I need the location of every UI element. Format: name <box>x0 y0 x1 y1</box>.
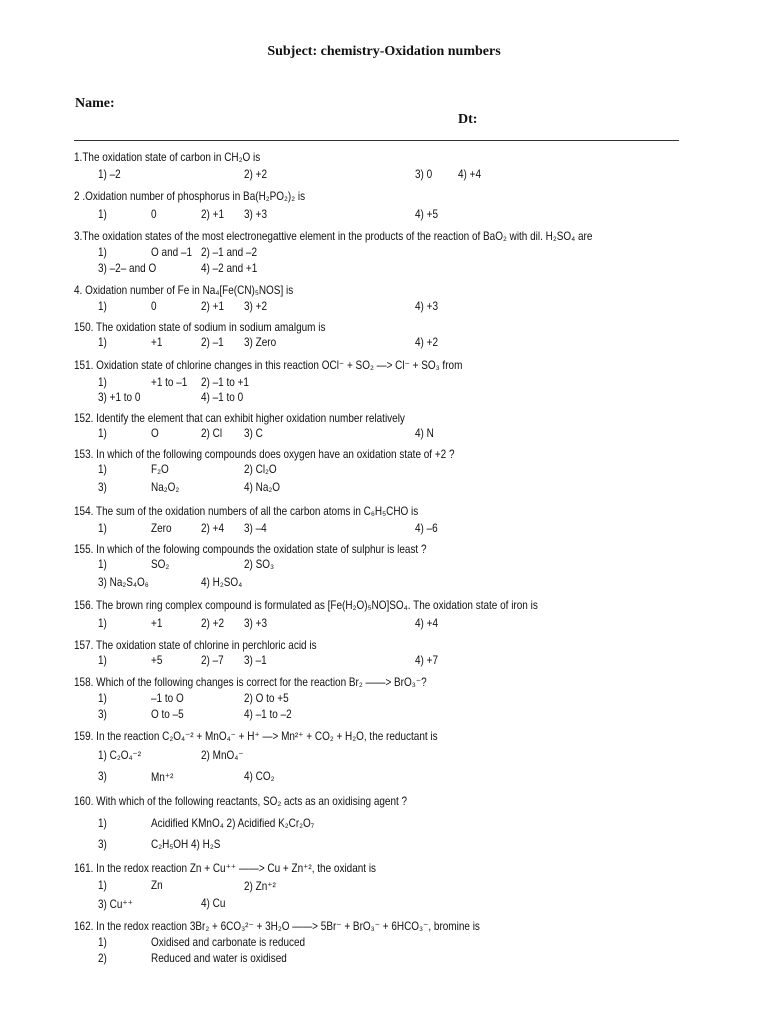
option: +1 to –1 <box>151 376 188 389</box>
question-stem: 4. Oxidation number of Fe in Na₄[Fe(CN)₅NOS] is <box>74 284 294 297</box>
option: 4) +2 <box>415 336 439 349</box>
option: O to –5 <box>151 708 184 721</box>
question-stem: 155. In which of the folowing compounds the oxidation state of sulphur is least ? <box>74 543 427 556</box>
option: 2) SO₃ <box>244 558 275 571</box>
option: 1) <box>98 463 107 476</box>
option: 4) +4 <box>415 617 439 630</box>
question-stem: 151. Oxidation state of chlorine changes in this reaction OCl⁻ + SO₂ —> Cl⁻ + SO₃ from <box>74 359 463 372</box>
option: O and –1 <box>151 246 193 259</box>
option: 3) Na₂S₄O₆ <box>98 576 149 589</box>
option: 2) –7 <box>201 654 224 667</box>
option: 4) –1 to 0 <box>201 391 244 404</box>
question-stem: 1.The oxidation state of carbon in CH₂O is <box>74 151 261 164</box>
option: Oxidised and carbonate is reduced <box>151 936 306 949</box>
option: 3) –2– and O <box>98 262 157 275</box>
option: 1) <box>98 879 107 892</box>
option: 2) +1 <box>201 208 225 221</box>
question-stem: 157. The oxidation state of chlorine in perchloric acid is <box>74 639 317 652</box>
option: 2) +2 <box>201 617 225 630</box>
option: 2) Cl <box>201 427 223 440</box>
option: Mn⁺² <box>151 771 174 784</box>
option: 3) 0 <box>415 168 433 181</box>
question-stem: 153. In which of the following compounds does oxygen have an oxidation state of +2 ? <box>74 448 455 461</box>
option: 1) <box>98 654 107 667</box>
option: 2) –1 <box>201 336 224 349</box>
option: 1) <box>98 936 107 949</box>
option: 4) Cu <box>201 897 226 910</box>
option: Na₂O₂ <box>151 481 180 494</box>
option: 4) H₂SO₄ <box>201 576 243 589</box>
option: Zn <box>151 879 163 892</box>
option: F₂O <box>151 463 169 476</box>
option: 3) <box>98 770 107 783</box>
question-stem: 161. In the redox reaction Zn + Cu⁺⁺ ——> Cu + Zn⁺², the oxidant is <box>74 862 377 875</box>
question-stem: 152. Identify the element that can exhibit higher oxidation number relatively <box>74 412 405 425</box>
option: +5 <box>151 654 163 667</box>
option: 2) –1 and –2 <box>201 246 257 259</box>
option: 4) –2 and +1 <box>201 262 258 275</box>
header-divider <box>74 140 679 141</box>
option: 1) <box>98 427 107 440</box>
option: 3) Cu⁺⁺ <box>98 898 133 911</box>
option: 1) –2 <box>98 168 121 181</box>
option: C₂H₅OH 4) H₂S <box>151 838 221 851</box>
option: 1) <box>98 617 107 630</box>
option: 4) +3 <box>415 300 439 313</box>
option: 3) +2 <box>244 300 268 313</box>
option: 2) O to +5 <box>244 692 289 705</box>
option: 3) +3 <box>244 208 268 221</box>
question-stem: 3.The oxidation states of the most electronegattive element in the products of the reaction of BaO₂ with dil. H₂SO₄ are <box>74 230 593 243</box>
option: +1 <box>151 336 163 349</box>
option: 3) –1 <box>244 654 267 667</box>
question-stem: 156. The brown ring complex compound is formulated as [Fe(H₂O)₅NO]SO₄. The oxidation state of iron is <box>74 599 538 612</box>
option: O <box>151 427 159 440</box>
question-stem: 162. In the redox reaction 3Br₂ + 6CO₃²⁻ + 3H₂O ——> 5Br⁻ + BrO₃⁻ + 6HCO₃⁻, bromine is <box>74 920 480 933</box>
option: 4) +7 <box>415 654 439 667</box>
option: 1) <box>98 300 107 313</box>
option: 3) <box>98 481 107 494</box>
option: 4) +5 <box>415 208 439 221</box>
option: 2) Zn⁺² <box>244 880 276 893</box>
option: Zero <box>151 522 172 535</box>
option: 3) C <box>244 427 263 440</box>
option: 2) +1 <box>201 300 225 313</box>
option: 1) <box>98 376 107 389</box>
option: 1) <box>98 208 107 221</box>
option: 2) MnO₄⁻ <box>201 749 244 762</box>
option: 4) N <box>415 427 434 440</box>
option: 0 <box>151 208 157 221</box>
option: 4) +4 <box>458 168 482 181</box>
question-stem: 2 .Oxidation number of phosphorus in Ba(H₂PO₂)₂ is <box>74 190 306 203</box>
option: Acidified KMnO₄ 2) Acidified K₂Cr₂O₇ <box>151 817 315 830</box>
question-stem: 160. With which of the following reactants, SO₂ acts as an oxidising agent ? <box>74 795 408 808</box>
option: 1) <box>98 817 107 830</box>
option: 1) <box>98 246 107 259</box>
option: 4) Na₂O <box>244 481 281 494</box>
option: 3) +3 <box>244 617 268 630</box>
question-stem: 154. The sum of the oxidation numbers of all the carbon atoms in C₆H₅CHO is <box>74 505 419 518</box>
option: 3) <box>98 838 107 851</box>
option: 2) +4 <box>201 522 225 535</box>
option: 2) –1 to +1 <box>201 376 249 389</box>
page-title: Subject: chemistry-Oxidation numbers <box>267 44 501 59</box>
question-stem: 150. The oxidation state of sodium in sodium amalgum is <box>74 321 326 334</box>
option: 1) <box>98 522 107 535</box>
option: SO₂ <box>151 558 170 571</box>
option: 3) <box>98 708 107 721</box>
date-label: Dt: <box>458 112 478 127</box>
name-label: Name: <box>75 96 115 111</box>
question-stem: 159. In the reaction C₂O₄⁻² + MnO₄⁻ + H⁺ —> Mn²⁺ + CO₂ + H₂O, the reductant is <box>74 730 438 743</box>
option: 4) –6 <box>415 522 438 535</box>
option: 0 <box>151 300 157 313</box>
option: 2) <box>98 952 107 965</box>
option: 4) –1 to –2 <box>244 708 292 721</box>
option: 1) <box>98 692 107 705</box>
option: 1) C₂O₄⁻² <box>98 749 142 762</box>
question-stem: 158. Which of the following changes is correct for the reaction Br₂ ——> BrO₃⁻? <box>74 676 427 689</box>
option: 4) CO₂ <box>244 770 275 783</box>
option: 2) +2 <box>244 168 268 181</box>
option: 2) Cl₂O <box>244 463 277 476</box>
option: –1 to O <box>151 692 184 705</box>
option: 3) +1 to 0 <box>98 391 141 404</box>
option: 1) <box>98 558 107 571</box>
option: 1) <box>98 336 107 349</box>
option: +1 <box>151 617 163 630</box>
option: 3) Zero <box>244 336 277 349</box>
option: 3) –4 <box>244 522 267 535</box>
option: Reduced and water is oxidised <box>151 952 287 965</box>
